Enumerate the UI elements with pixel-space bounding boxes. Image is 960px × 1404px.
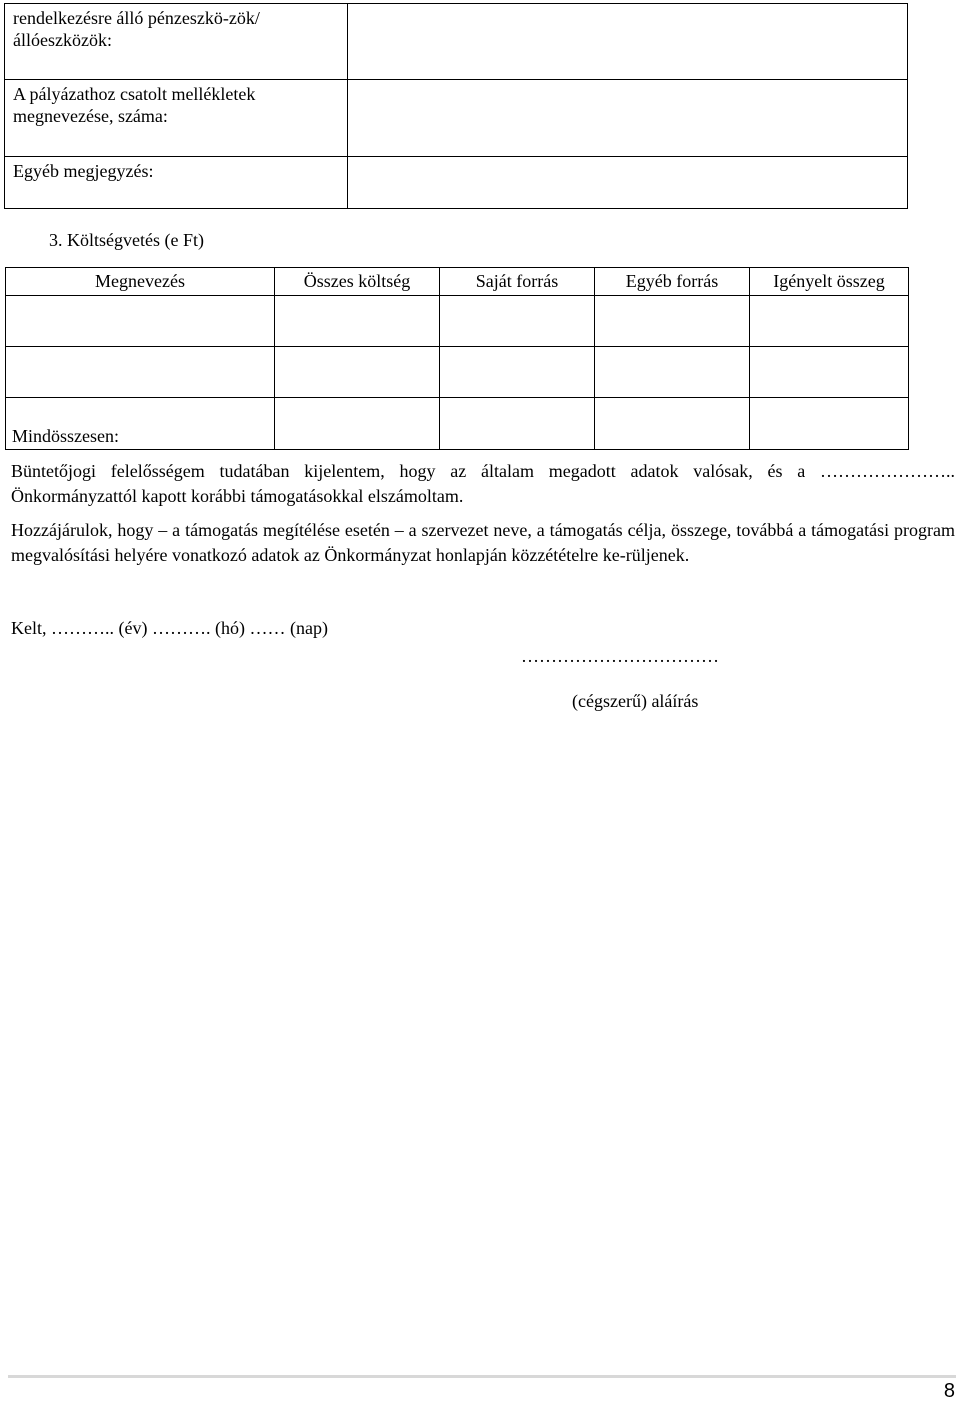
budget-cell[interactable] <box>750 296 909 347</box>
info-table <box>4 3 908 209</box>
budget-row <box>6 347 909 398</box>
notes-value-field[interactable] <box>348 157 908 209</box>
budget-table <box>5 267 909 450</box>
budget-cell[interactable] <box>275 347 440 398</box>
header-own-source: Saját forrás <box>440 268 595 296</box>
page-number: 8 <box>943 1380 955 1402</box>
budget-row <box>6 296 909 347</box>
info-row-assets <box>5 4 908 80</box>
budget-cell[interactable] <box>440 296 595 347</box>
total-cell[interactable] <box>595 398 750 450</box>
budget-cell[interactable] <box>6 296 275 347</box>
footer-divider <box>8 1375 956 1378</box>
signature-label: (cégszerű) aláírás <box>572 691 699 711</box>
budget-cell[interactable] <box>750 347 909 398</box>
info-row-attachments <box>5 80 908 157</box>
total-label: Mindösszesen: <box>6 398 275 450</box>
header-other-source: Egyéb forrás <box>595 268 750 296</box>
budget-cell[interactable] <box>275 296 440 347</box>
attachments-value-field[interactable] <box>348 80 908 157</box>
total-cell[interactable] <box>275 398 440 450</box>
budget-header-row <box>6 268 909 296</box>
budget-section-title: 3. Költségvetés (e Ft) <box>49 230 204 250</box>
consent-paragraph: Hozzájárulok, hogy – a támogatás megítélése esetén – a szervezet neve, a támogatás célja, összege, továbbá a támogatási program megvalósítási helyére vonatkozó adatok az Önkormányzat honlapján közzétételre ke-rüljenek. <box>11 520 955 565</box>
info-row-notes <box>5 157 908 209</box>
budget-total-row <box>6 398 909 450</box>
notes-label: Egyéb megjegyzés: <box>5 157 348 209</box>
budget-cell[interactable] <box>595 296 750 347</box>
budget-cell[interactable] <box>440 347 595 398</box>
signature-dots: …………………………… <box>521 646 719 666</box>
assets-label: rendelkezésre álló pénzeszkö-zök/állóeszközök: <box>5 4 348 80</box>
budget-cell[interactable] <box>6 347 275 398</box>
header-name: Megnevezés <box>6 268 275 296</box>
declaration-paragraph: Büntetőjogi felelősségem tudatában kijelentem, hogy az általam megadott adatok valósak, és a ………………….. Önkormányzattól kapott korábbi támogatásokkal elszámoltam. <box>11 461 955 506</box>
assets-value-field[interactable] <box>348 4 908 80</box>
date-line: Kelt, ……….. (év) ………. (hó) …… (nap) <box>11 618 328 638</box>
total-cell[interactable] <box>440 398 595 450</box>
total-cell[interactable] <box>750 398 909 450</box>
header-total-cost: Összes költség <box>275 268 440 296</box>
header-requested-amount: Igényelt összeg <box>750 268 909 296</box>
attachments-label: A pályázathoz csatolt mellékletek megnevezése, száma: <box>5 80 348 157</box>
budget-cell[interactable] <box>595 347 750 398</box>
